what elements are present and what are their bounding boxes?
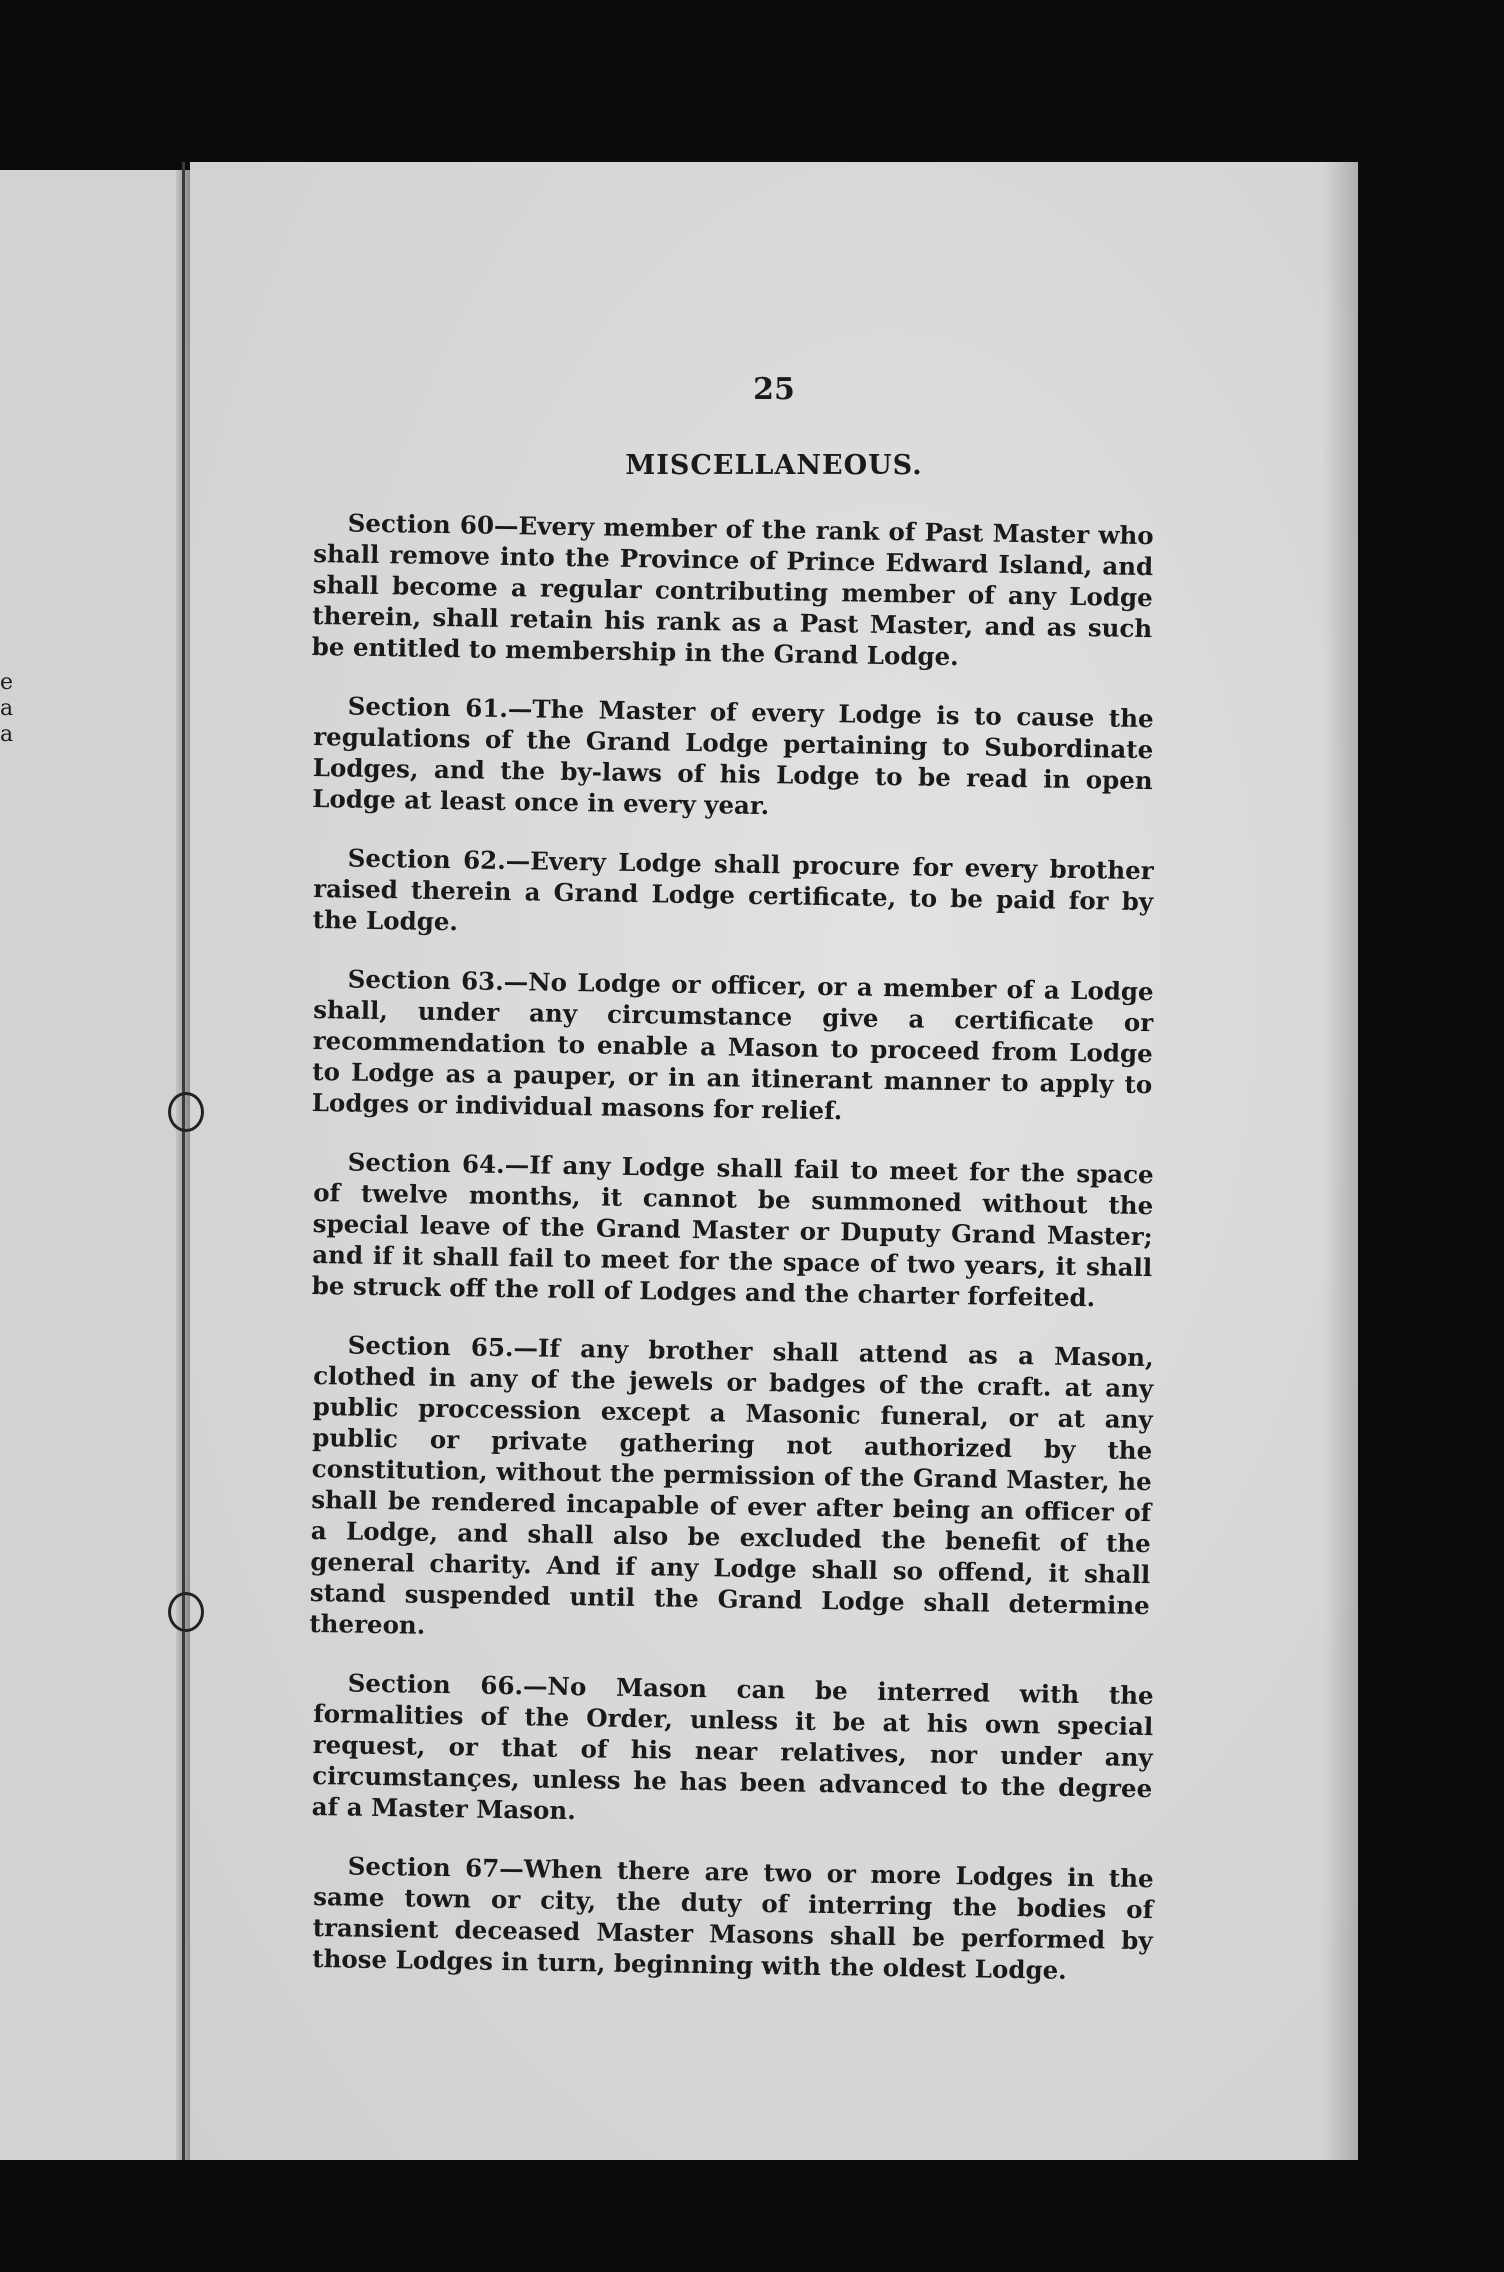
section-67 <box>312 1850 1154 1987</box>
section-text: —No Mason can be interred with the formalities of the Order, unless it be at his own special request, or that of his near relatives, nor under any circumstanҫes, unless he has been advanced to the degree af a Master Mason. <box>311 1671 1154 1826</box>
section-text: —No Lodge or officer, or a member of a Lodge shall, under any circumstance give a certificate or recommendation to enable a Mason to proceed from Lodge to Lodge as a pauper, or in an itinerant manner to apply to Lodges or individual masons for relief. <box>311 966 1154 1126</box>
binding-stitch-icon <box>168 1592 204 1632</box>
margin-mark: a <box>0 696 14 721</box>
previous-page-edge <box>0 170 190 2160</box>
section-text: —Every Lodge shall procure for every brother raised therein a Grand Lodge certificate, to be paid for by the Lodge. <box>312 846 1154 937</box>
section-62 <box>313 842 1154 948</box>
document-page <box>190 162 1358 2160</box>
section-65 <box>309 1329 1154 1652</box>
page-heading: MISCELLANEOUS. <box>625 450 923 481</box>
section-60 <box>312 507 1154 675</box>
section-label: Section 64. <box>347 1147 505 1179</box>
section-text: —When there are two or more Lodges in the same town or city, the duty of interring the bodies of transient deceased Master Masons shall be performed by those Lodges in turn, beginning with the oldest Lodge. <box>312 1853 1154 1985</box>
section-61 <box>312 690 1154 827</box>
section-label: Section 66. <box>347 1668 524 1701</box>
section-text: —If any brother shall attend as a Mason, clothed in any of the jewels or badges of the craft. at any public proccession except a Masonic funeral, or at any public or private gathering not authorized by the constitution, without the permission of the Grand Master, he shall be rendered incapable of ever after being an officer of a Lodge, and shall also be excluded the benefit of the general charity. And if any Lodge shall so offend, it shall stand suspended until the Grand Lodge shall determine thereon. <box>309 1333 1154 1640</box>
section-label: Section 65. <box>347 1330 514 1363</box>
section-64 <box>312 1146 1154 1314</box>
margin-mark: a <box>0 722 14 747</box>
binding-stitch-icon <box>168 1092 204 1132</box>
section-label: Section 62. <box>347 843 506 876</box>
section-text: —Every member of the rank of Past Master who shall remove into the Province of Prince Edward Island, and shall become a regular contributing member of any Lodge therein, shall retain his rank as a Past Master, and as such be entitled to membership in the Grand Lodge. <box>311 510 1154 672</box>
section-66 <box>312 1667 1154 1835</box>
section-label: Section 60 <box>347 508 495 540</box>
section-63 <box>312 963 1154 1131</box>
sections-body <box>309 507 1154 2002</box>
section-text: —The Master of every Lodge is to cause the regulations of the Grand Lodge pertaining to Subordinate Lodges, and the by-laws of his Lodge to be read in open Lodge at least once in every year. <box>312 694 1154 821</box>
page-number: 25 <box>753 372 795 407</box>
section-label: Section 61. <box>347 691 509 724</box>
section-text: —If any Lodge shall fail to meet for the space of twelve months, it cannot be summoned without the special leave of the Grand Master or Duputy Grand Master; and if it shall fail to meet for the space of two years, it shall be struck off the roll of Lodges and the charter forfeited. <box>311 1149 1154 1313</box>
margin-marks <box>0 670 14 748</box>
section-label: Section 67 <box>347 1851 500 1883</box>
binding-spine <box>182 162 185 2160</box>
section-label: Section 63. <box>347 964 504 996</box>
margin-mark: e <box>0 670 14 695</box>
